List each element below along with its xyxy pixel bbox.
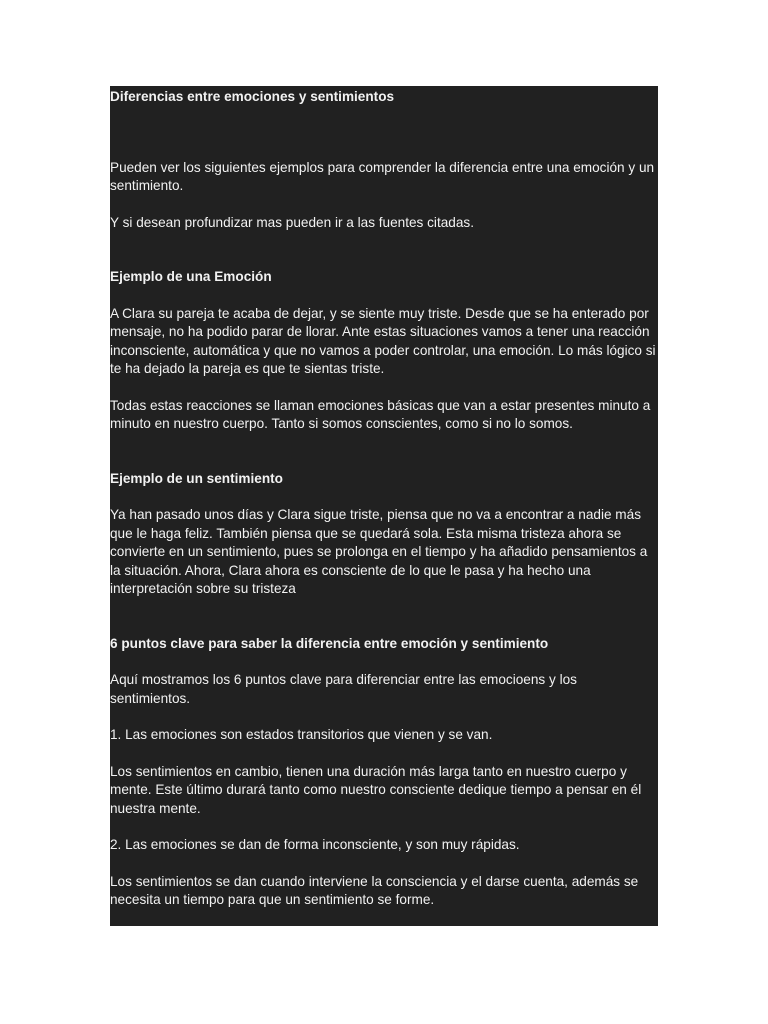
feeling-heading: Ejemplo de un sentimiento [110,470,283,486]
emotion-paragraph-1: A Clara su pareja te acaba de dejar, y se siente muy triste. Desde que se ha enterado por mensaje, no ha podido parar de llorar. Ante estas situaciones vamos a tener una reacción inconsciente, automática y que no vamos a poder controlar, una emoción. Lo más lógico si te ha dejado la pareja es que te sientas triste. [110,305,656,376]
feeling-paragraph-1: Ya han pasado unos días y Clara sigue triste, piensa que no va a encontrar a nadie más que le haga feliz. También piensa que se quedará sola. Esta misma tristeza ahora se convierte en un sentimiento, pues se prolonga en el tiempo y ha añadido pensamientos a la situación. Ahora, Clara ahora es consciente de lo que le pasa y ha hecho una interpretación sobre su tristeza [110,507,648,596]
emotion-paragraph-2: Todas estas reacciones se llaman emociones básicas que van a estar presentes minuto a minuto en nuestro cuerpo. Tanto si somos conscientes, como si no lo somos. [110,397,651,431]
intro-paragraph-1: Pueden ver los siguientes ejemplos para comprender la diferencia entre una emoción y un sentimiento. [110,159,655,193]
document-content [110,88,658,910]
emotion-heading: Ejemplo de una Emoción [110,269,272,284]
point-1-detail: Los sentimientos en cambio, tienen una duración más larga tanto en nuestro cuerpo y mente. Este último durará tanto como nuestro consciente dedique tiempo a pensar en él nuestra mente. [110,763,642,816]
intro-paragraph-2: Y si desean profundizar mas pueden ir a las fuentes citadas. [110,214,474,230]
document-page [110,86,658,926]
points-heading: 6 puntos clave para saber la diferencia entre emoción y sentimiento [110,635,549,651]
point-1: 1. Las emociones son estados transitorios que vienen y se van. [110,727,493,742]
point-2-detail: Los sentimientos se dan cuando interviene la consciencia y el darse cuenta, además se necesita un tiempo para que un sentimiento se forme. [110,873,639,907]
point-2: 2. Las emociones se dan de forma inconsciente, y son muy rápidas. [110,837,520,852]
document-title: Diferencias entre emociones y sentimientos [110,89,395,104]
points-intro: Aquí mostramos los 6 puntos clave para diferenciar entre las emocioens y los sentimientos. [110,672,577,706]
